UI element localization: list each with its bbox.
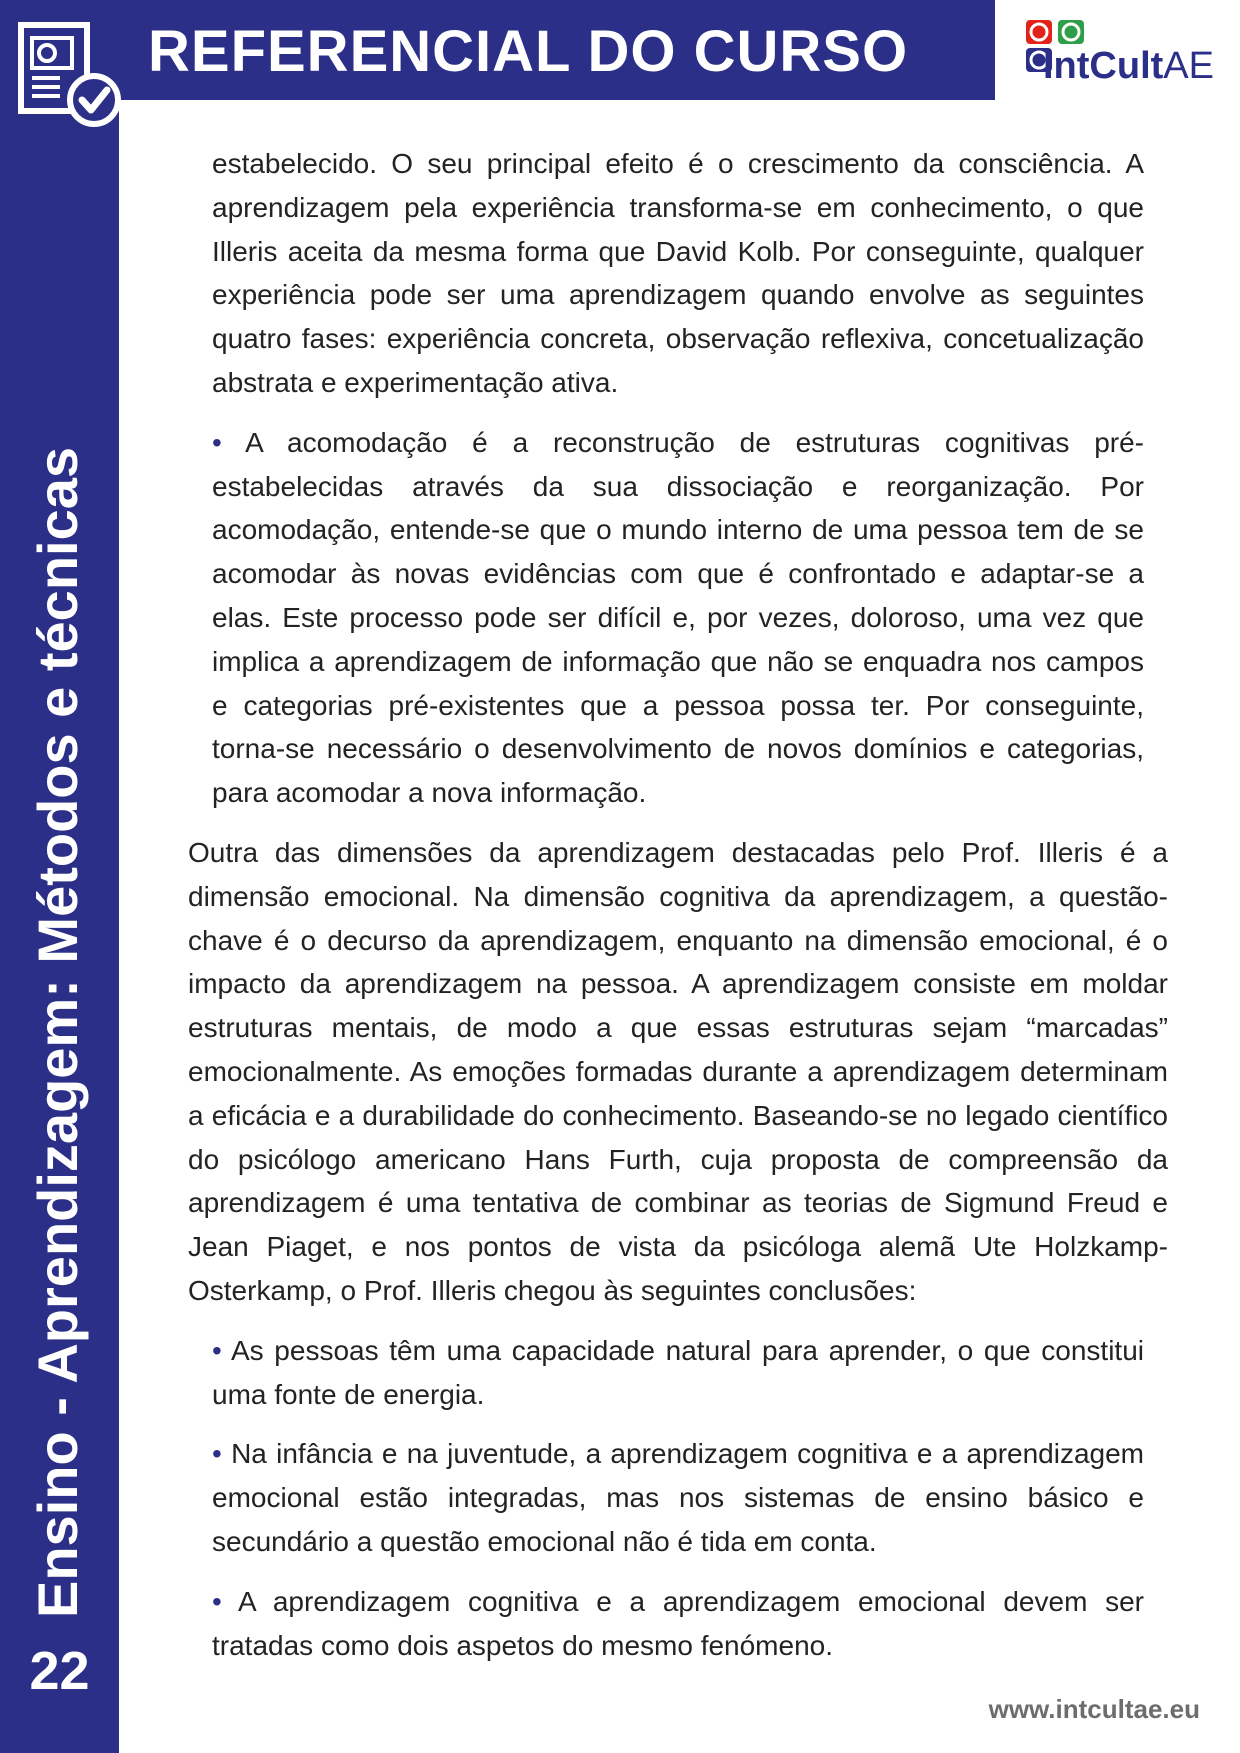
logo-text — [1043, 44, 1214, 88]
page-number: 22 — [29, 1641, 90, 1701]
bullet-item — [212, 1432, 1144, 1563]
logo-text-bold: IntCult — [1043, 45, 1164, 87]
bullet-icon: • — [212, 1438, 222, 1470]
paragraph: estabelecido. O seu principal efeito é o crescimento da consciência. A aprendizagem pela experiência transforma-se em conhecimento, o que Illeris aceita da mesma forma que David Kolb. Por conseguinte, qualquer experiência pode ser uma aprendizagem quando envolve as seguintes quatro fases: experiência concreta, observação reflexiva, concetualização abstrata e experimentação ativa. — [212, 148, 1144, 398]
footer-url[interactable]: www.intcultae.eu — [988, 1694, 1200, 1724]
bullet-item — [212, 1329, 1144, 1417]
page-header-title: REFERENCIAL DO CURSO — [148, 19, 909, 84]
bullet-text: A acomodação é a reconstrução de estruturas cognitivas pré-estabelecidas através da sua dissociação e reorganização. Por acomodação, entende-se que o mundo interno de uma pessoa tem de se acomodar às novas evidências com que é confrontado e adaptar-se a elas. Este processo pode ser difícil e, por vezes, doloroso, uma vez que implica a aprendizagem de informação que não se enquadra nos campos e categorias pré-existentes que a pessoa possa ter. Por conseguinte, torna-se necessário o desenvolvimento de novos domínios e categorias, para acomodar a nova informação. — [212, 426, 1145, 809]
bullet-text: A aprendizagem cognitiva e a aprendizagem emocional devem ser tratadas como dois aspetos do mesmo fenómeno. — [212, 1585, 1145, 1661]
bullet-icon: • — [212, 1334, 222, 1366]
main-content — [188, 142, 1168, 1683]
bullet-icon: • — [212, 1585, 222, 1617]
bullet-item — [212, 1580, 1144, 1668]
bullet-item — [212, 421, 1144, 815]
paragraph: Outra das dimensões da aprendizagem destacadas pelo Prof. Illeris é a dimensão emocional. Na dimensão cognitiva da aprendizagem, a questão-chave é o decurso da aprendizagem, enquanto na dimensão emocional, é o impacto da aprendizagem na pessoa. A aprendizagem consiste em moldar estruturas mentais, de modo a que essas estruturas sejam “marcadas” emocionalmente. As emoções formadas durante a aprendizagem determinam a eficácia e a durabilidade do conhecimento. Baseando-se no legado científico do psicólogo americano Hans Furth, cuja proposta de compreensão da aprendizagem é uma tentativa de combinar as teorias de Sigmund Freud e Jean Piaget, e nos pontos de vista da psicóloga alemã Ute Holzkamp-Osterkamp, o Prof. Illeris chegou às seguintes conclusões: — [188, 836, 1168, 1306]
logo-text-regular: AE — [1163, 45, 1214, 87]
bullet-icon: • — [212, 426, 222, 458]
sidebar-title: Ensino - Aprendizagem: Métodos e técnicas — [26, 446, 89, 1618]
bullet-text: Na infância e na juventude, a aprendizagem cognitiva e a aprendizagem emocional estão integradas, mas nos sistemas de ensino básico e secundário a questão emocional não é tida em conta. — [212, 1438, 1144, 1557]
bullet-text: As pessoas têm uma capacidade natural para aprender, o que constitui uma fonte de energia. — [212, 1334, 1145, 1410]
document-check-icon — [18, 22, 122, 132]
